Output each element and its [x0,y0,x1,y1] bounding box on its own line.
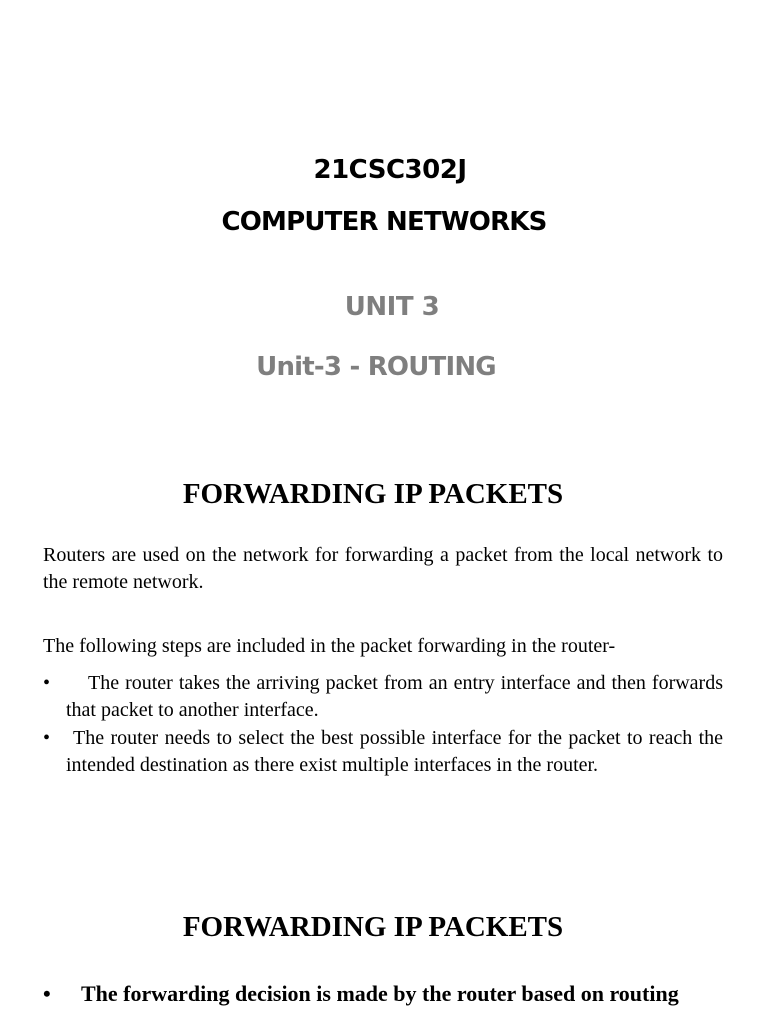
section-2-bullet-list [43,980,723,1008]
bullet-text: The router takes the arriving packet from an entry interface and then forwards that packet to another interface. [66,672,723,721]
unit-title: Unit-3 - ROUTING [256,352,496,382]
unit-label: UNIT 3 [344,292,440,322]
list-item [43,725,723,779]
list-item [43,670,723,724]
course-code: 21CSC302J [313,155,467,185]
bullet-icon: • [43,727,51,749]
section-1-paragraph-2: The following steps are included in the packet forwarding in the router- [43,635,616,657]
section-1-heading: FORWARDING IP PACKETS [182,478,564,510]
list-item [43,980,723,1008]
section-1-paragraph-1: Routers are used on the network for forwarding a packet from the local network to the remote network. [43,544,723,593]
course-name: COMPUTER NETWORKS [221,207,547,237]
bullet-text: The router needs to select the best possible interface for the packet to reach the intended destination as there exist multiple interfaces in the router. [66,727,723,776]
bullet-text: The forwarding decision is made by the router based on routing [81,981,679,1006]
section-1-bullet-list [43,670,723,779]
section-2-heading: FORWARDING IP PACKETS [182,911,564,943]
bullet-icon: • [43,981,51,1006]
bullet-icon: • [43,672,51,694]
